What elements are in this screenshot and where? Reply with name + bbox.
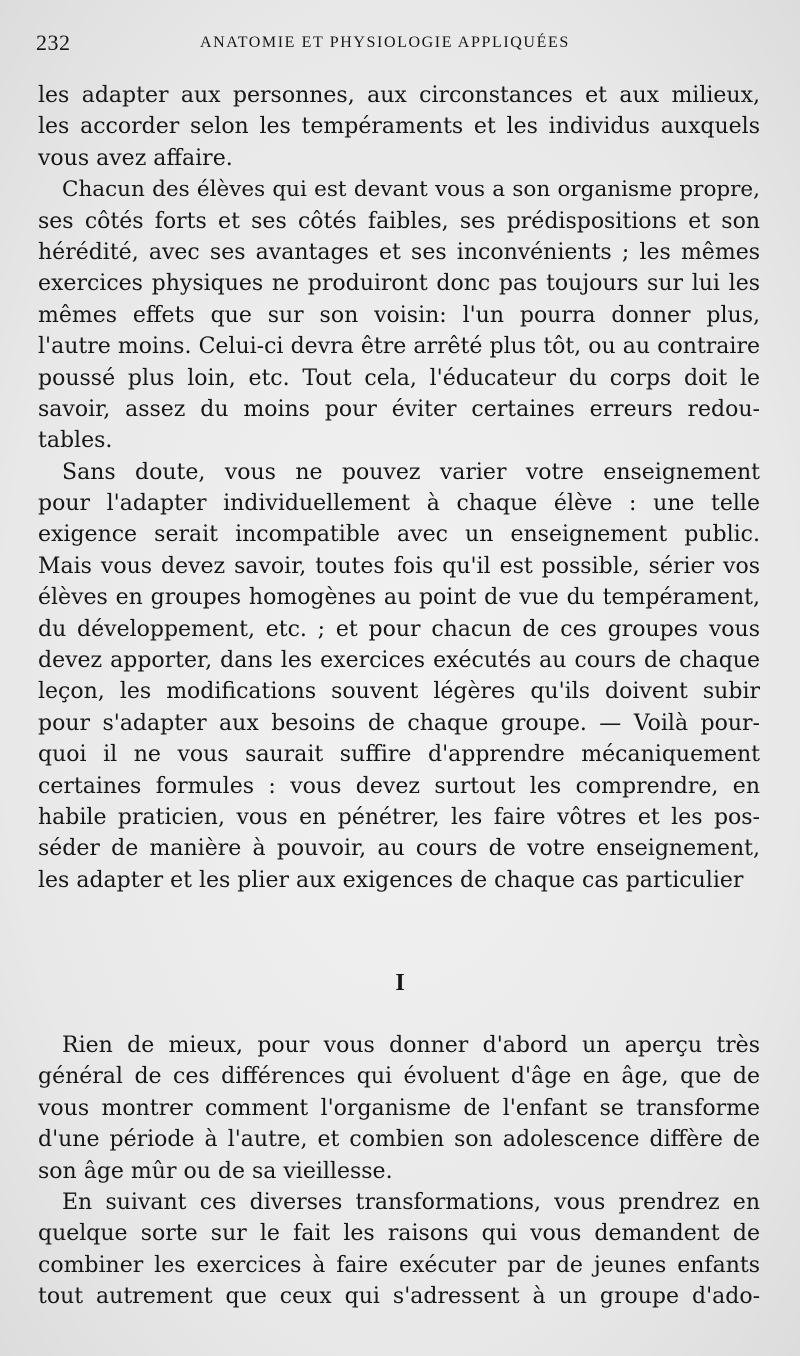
text-line: vous avez affaire. (38, 145, 233, 171)
text-line: habile praticien, vous en pénétrer, les faire vôtres et les pos- (38, 804, 760, 830)
text-line: les adapter aux personnes, aux circonstances et aux milieux, (38, 83, 760, 108)
section-heading: I (395, 970, 405, 996)
text-line: pour l'adapter individuellement à chaque élève : une telle (38, 491, 760, 517)
text-line: ses côtés forts et ses côtés faibles, ses prédispositions et son (38, 208, 760, 234)
text-line: Rien de mieux, pour vous donner d'abord un aperçu très (62, 1033, 760, 1058)
text-line: séder de manière à pouvoir, au cours de votre enseignement, (38, 836, 760, 862)
text-line: les accorder selon les tempéraments et les individus auxquels (38, 114, 760, 140)
text-line: leçon, les modifications souvent légères qu'ils doivent subir (38, 679, 760, 705)
text-line: poussé plus loin, etc. Tout cela, l'éducateur du corps doit le (38, 365, 760, 391)
page-number: 232 (36, 30, 71, 55)
text-line: d'une période à l'autre, et combien son adolescence diffère de (38, 1127, 760, 1153)
text-line: tables. (38, 428, 113, 454)
text-line: l'autre moins. Celui-ci devra être arrêté plus tôt, ou au contraire (38, 334, 760, 360)
text-line: Sans doute, vous ne pouvez varier votre enseignement (62, 459, 760, 485)
text-block-after-section (38, 1030, 760, 1313)
text-line: savoir, assez du moins pour éviter certaines erreurs redou- (38, 396, 760, 422)
text-line: élèves en groupes homogènes au point de vue du tempérament, (38, 585, 760, 611)
text-line: pour s'adapter aux besoins de chaque groupe. — Voilà pour- (38, 710, 760, 736)
text-line: En suivant ces diverses transformations, vous prendrez en (62, 1189, 760, 1215)
text-line: exigence serait incompatible avec un enseignement public. (38, 522, 760, 548)
text-line: mêmes effets que sur son voisin: l'un pourra donner plus, (38, 302, 760, 328)
text-line: son âge mûr ou de sa vieillesse. (38, 1158, 393, 1184)
text-line: certaines formules : vous devez surtout les comprendre, en (38, 773, 760, 799)
text-line: combiner les exercices à faire exécuter par de jeunes enfants (38, 1252, 760, 1278)
text-block-before-section (38, 80, 760, 896)
running-head: ANATOMIE ET PHYSIOLOGIE APPLIQUÉES (200, 34, 570, 51)
text-line: tout autrement que ceux qui s'adressent à un groupe d'ado- (38, 1284, 760, 1310)
text-line: quelque sorte sur le fait les raisons qui vous demandent de (38, 1221, 760, 1247)
text-line: les adapter et les plier aux exigences de chaque cas particulier (38, 867, 744, 893)
text-line: Mais vous devez savoir, toutes fois qu'il est possible, sérier vos (38, 553, 760, 579)
text-line: général de ces différences qui évoluent d'âge en âge, que de (38, 1064, 760, 1090)
page-header (36, 30, 760, 60)
text-line: Chacun des élèves qui est devant vous a son organisme propre, (62, 177, 760, 203)
text-line: exercices physiques ne produiront donc pas toujours sur lui les (38, 271, 760, 297)
text-line: quoi il ne vous saurait suffire d'apprendre mécaniquement (38, 742, 760, 768)
text-line: vous montrer comment l'organisme de l'enfant se transforme (38, 1095, 760, 1121)
text-line: devez apporter, dans les exercices exécutés au cours de chaque (38, 648, 760, 674)
text-line: hérédité, avec ses avantages et ses inconvénients ; les mêmes (38, 239, 760, 265)
text-line: du développement, etc. ; et pour chacun de ces groupes vous (38, 616, 760, 642)
